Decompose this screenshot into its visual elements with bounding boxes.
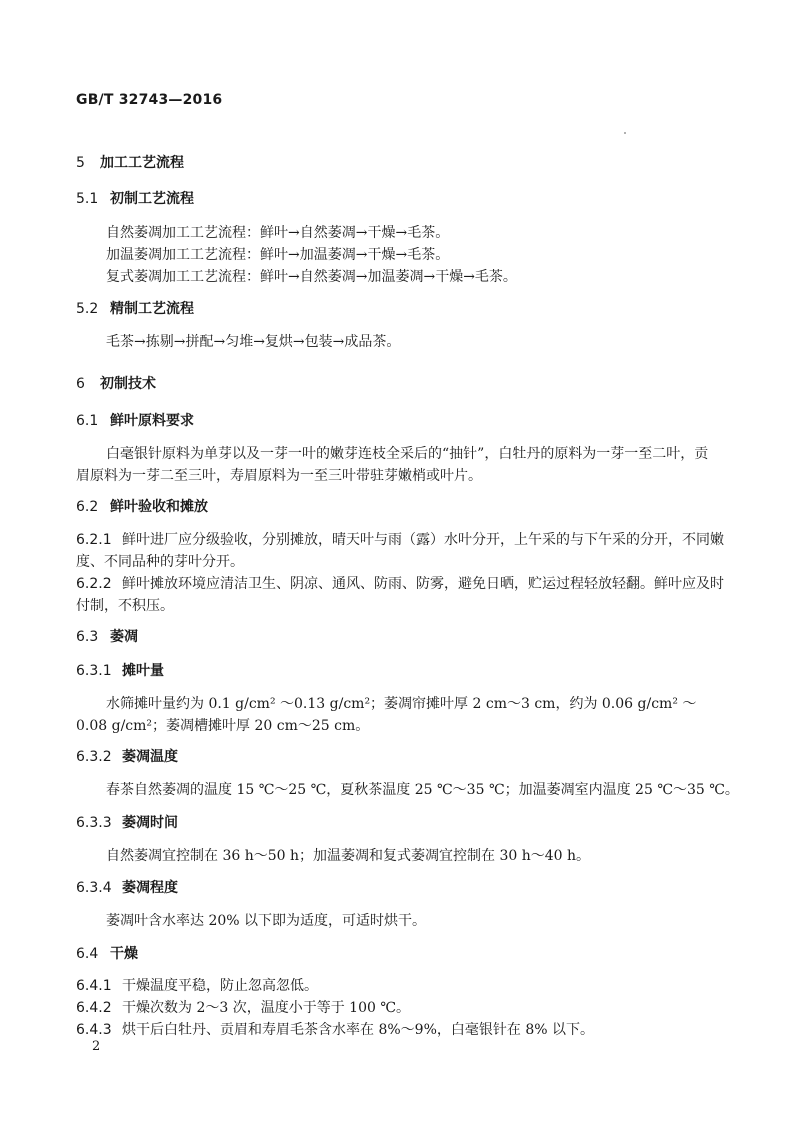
standard-code: GB/T 32743—2016	[76, 92, 223, 108]
clause-text: 干燥次数为 2～3 次，温度小于等于 100 ℃。	[122, 1000, 410, 1016]
clause-6-4-2	[76, 997, 410, 1017]
clause-number: 6.4.3	[76, 1022, 112, 1038]
paragraph-line: 自然萎凋宜控制在 36 h～50 h；加温萎凋和复式萎凋宜控制在 30 h～40 h。	[106, 848, 591, 864]
section-number: 5.2	[76, 301, 99, 317]
section-6-3-heading	[76, 626, 138, 646]
section-number: 6.4	[76, 946, 99, 962]
section-number: 6.2	[76, 499, 99, 515]
clause-6-2-2	[76, 573, 724, 593]
paragraph-line: 白毫银针原料为单芽以及一芽一叶的嫩芽连枝全采后的“抽针”，白牡丹的原料为一芽一至二叶，贡	[106, 446, 709, 462]
clause-text: 干燥温度平稳，防止忽高忽低。	[122, 978, 318, 994]
section-5-2-heading	[76, 298, 194, 318]
section-number: 6.3.3	[76, 815, 112, 831]
section-title: 萎凋	[110, 629, 138, 645]
section-title: 萎凋程度	[122, 880, 178, 896]
section-5-heading	[76, 152, 184, 172]
paragraph-line: 加温萎凋加工工艺流程：鲜叶→加温萎凋→干燥→毛茶。	[106, 247, 450, 263]
paragraph-line: 复式萎凋加工工艺流程：鲜叶→自然萎凋→加温萎凋→干燥→毛茶。	[106, 269, 517, 285]
page-number: 2	[92, 1039, 101, 1054]
section-number: 6.3	[76, 629, 99, 645]
section-6-2-heading	[76, 496, 208, 516]
section-title: 鲜叶验收和摊放	[110, 499, 208, 515]
clause-number: 6.2.2	[76, 576, 112, 592]
clause-text: 鲜叶摊放环境应清洁卫生、阴凉、通风、防雨、防雾，避免日晒，贮运过程轻放轻翻。鲜叶应及时	[122, 576, 724, 592]
section-number: 6	[76, 376, 85, 392]
section-title: 干燥	[110, 946, 138, 962]
clause-number: 6.4.1	[76, 978, 112, 994]
clause-number: 6.2.1	[76, 532, 112, 548]
section-6-1-heading	[76, 410, 194, 430]
paragraph-line: 自然萎凋加工工艺流程：鲜叶→自然萎凋→干燥→毛茶。	[106, 225, 450, 241]
section-title: 初制工艺流程	[110, 191, 194, 207]
section-number: 5	[76, 155, 85, 171]
paragraph-line: 萎凋叶含水率达 20% 以下即为适度，可适时烘干。	[106, 913, 427, 929]
section-title: 加工工艺流程	[100, 155, 184, 171]
section-number: 6.3.2	[76, 749, 112, 765]
paragraph-line: 春茶自然萎凋的温度 15 ℃～25 ℃，夏秋茶温度 25 ℃～35 ℃；加温萎凋室内温度 25 ℃～35 ℃。	[106, 782, 739, 798]
paragraph-line: 付制，不积压。	[76, 598, 174, 614]
section-6-3-1-heading	[76, 660, 164, 680]
paragraph-line: 0.08 g/cm²；萎凋槽摊叶厚 20 cm～25 cm。	[76, 718, 370, 734]
clause-text: 鲜叶进厂应分级验收，分别摊放，晴天叶与雨（露）水叶分开，上午采的与下午采的分开，不同嫩	[122, 532, 724, 548]
section-number: 5.1	[76, 191, 99, 207]
section-6-4-heading	[76, 943, 138, 963]
section-number: 6.3.1	[76, 663, 112, 679]
scan-speck	[624, 132, 626, 134]
clause-number: 6.4.2	[76, 1000, 112, 1016]
section-title: 萎凋时间	[122, 815, 178, 831]
paragraph-line: 水筛摊叶量约为 0.1 g/cm² ～0.13 g/cm²；萎凋帘摊叶厚 2 cm～3 cm，约为 0.06 g/cm² ～	[106, 696, 697, 712]
clause-6-4-3	[76, 1019, 594, 1039]
clause-6-2-1	[76, 529, 724, 549]
section-title: 精制工艺流程	[110, 301, 194, 317]
section-6-3-4-heading	[76, 877, 178, 897]
section-number: 6.1	[76, 413, 99, 429]
section-6-3-3-heading	[76, 812, 178, 832]
paragraph-line: 毛茶→拣剔→拼配→匀堆→复烘→包装→成品茶。	[106, 334, 401, 350]
section-6-3-2-heading	[76, 746, 178, 766]
section-6-heading	[76, 373, 156, 393]
clause-text: 烘干后白牡丹、贡眉和寿眉毛茶含水率在 8%～9%，白毫银针在 8% 以下。	[122, 1022, 594, 1038]
paragraph-line: 度、不同品种的芽叶分开。	[76, 554, 244, 570]
paragraph-line: 眉原料为一芽二至三叶，寿眉原料为一至三叶带驻芽嫩梢或叶片。	[76, 468, 482, 484]
section-5-1-heading	[76, 188, 194, 208]
section-number: 6.3.4	[76, 880, 112, 896]
section-title: 鲜叶原料要求	[110, 413, 194, 429]
section-title: 萎凋温度	[122, 749, 178, 765]
section-title: 摊叶量	[122, 663, 164, 679]
section-title: 初制技术	[100, 376, 156, 392]
clause-6-4-1	[76, 975, 318, 995]
